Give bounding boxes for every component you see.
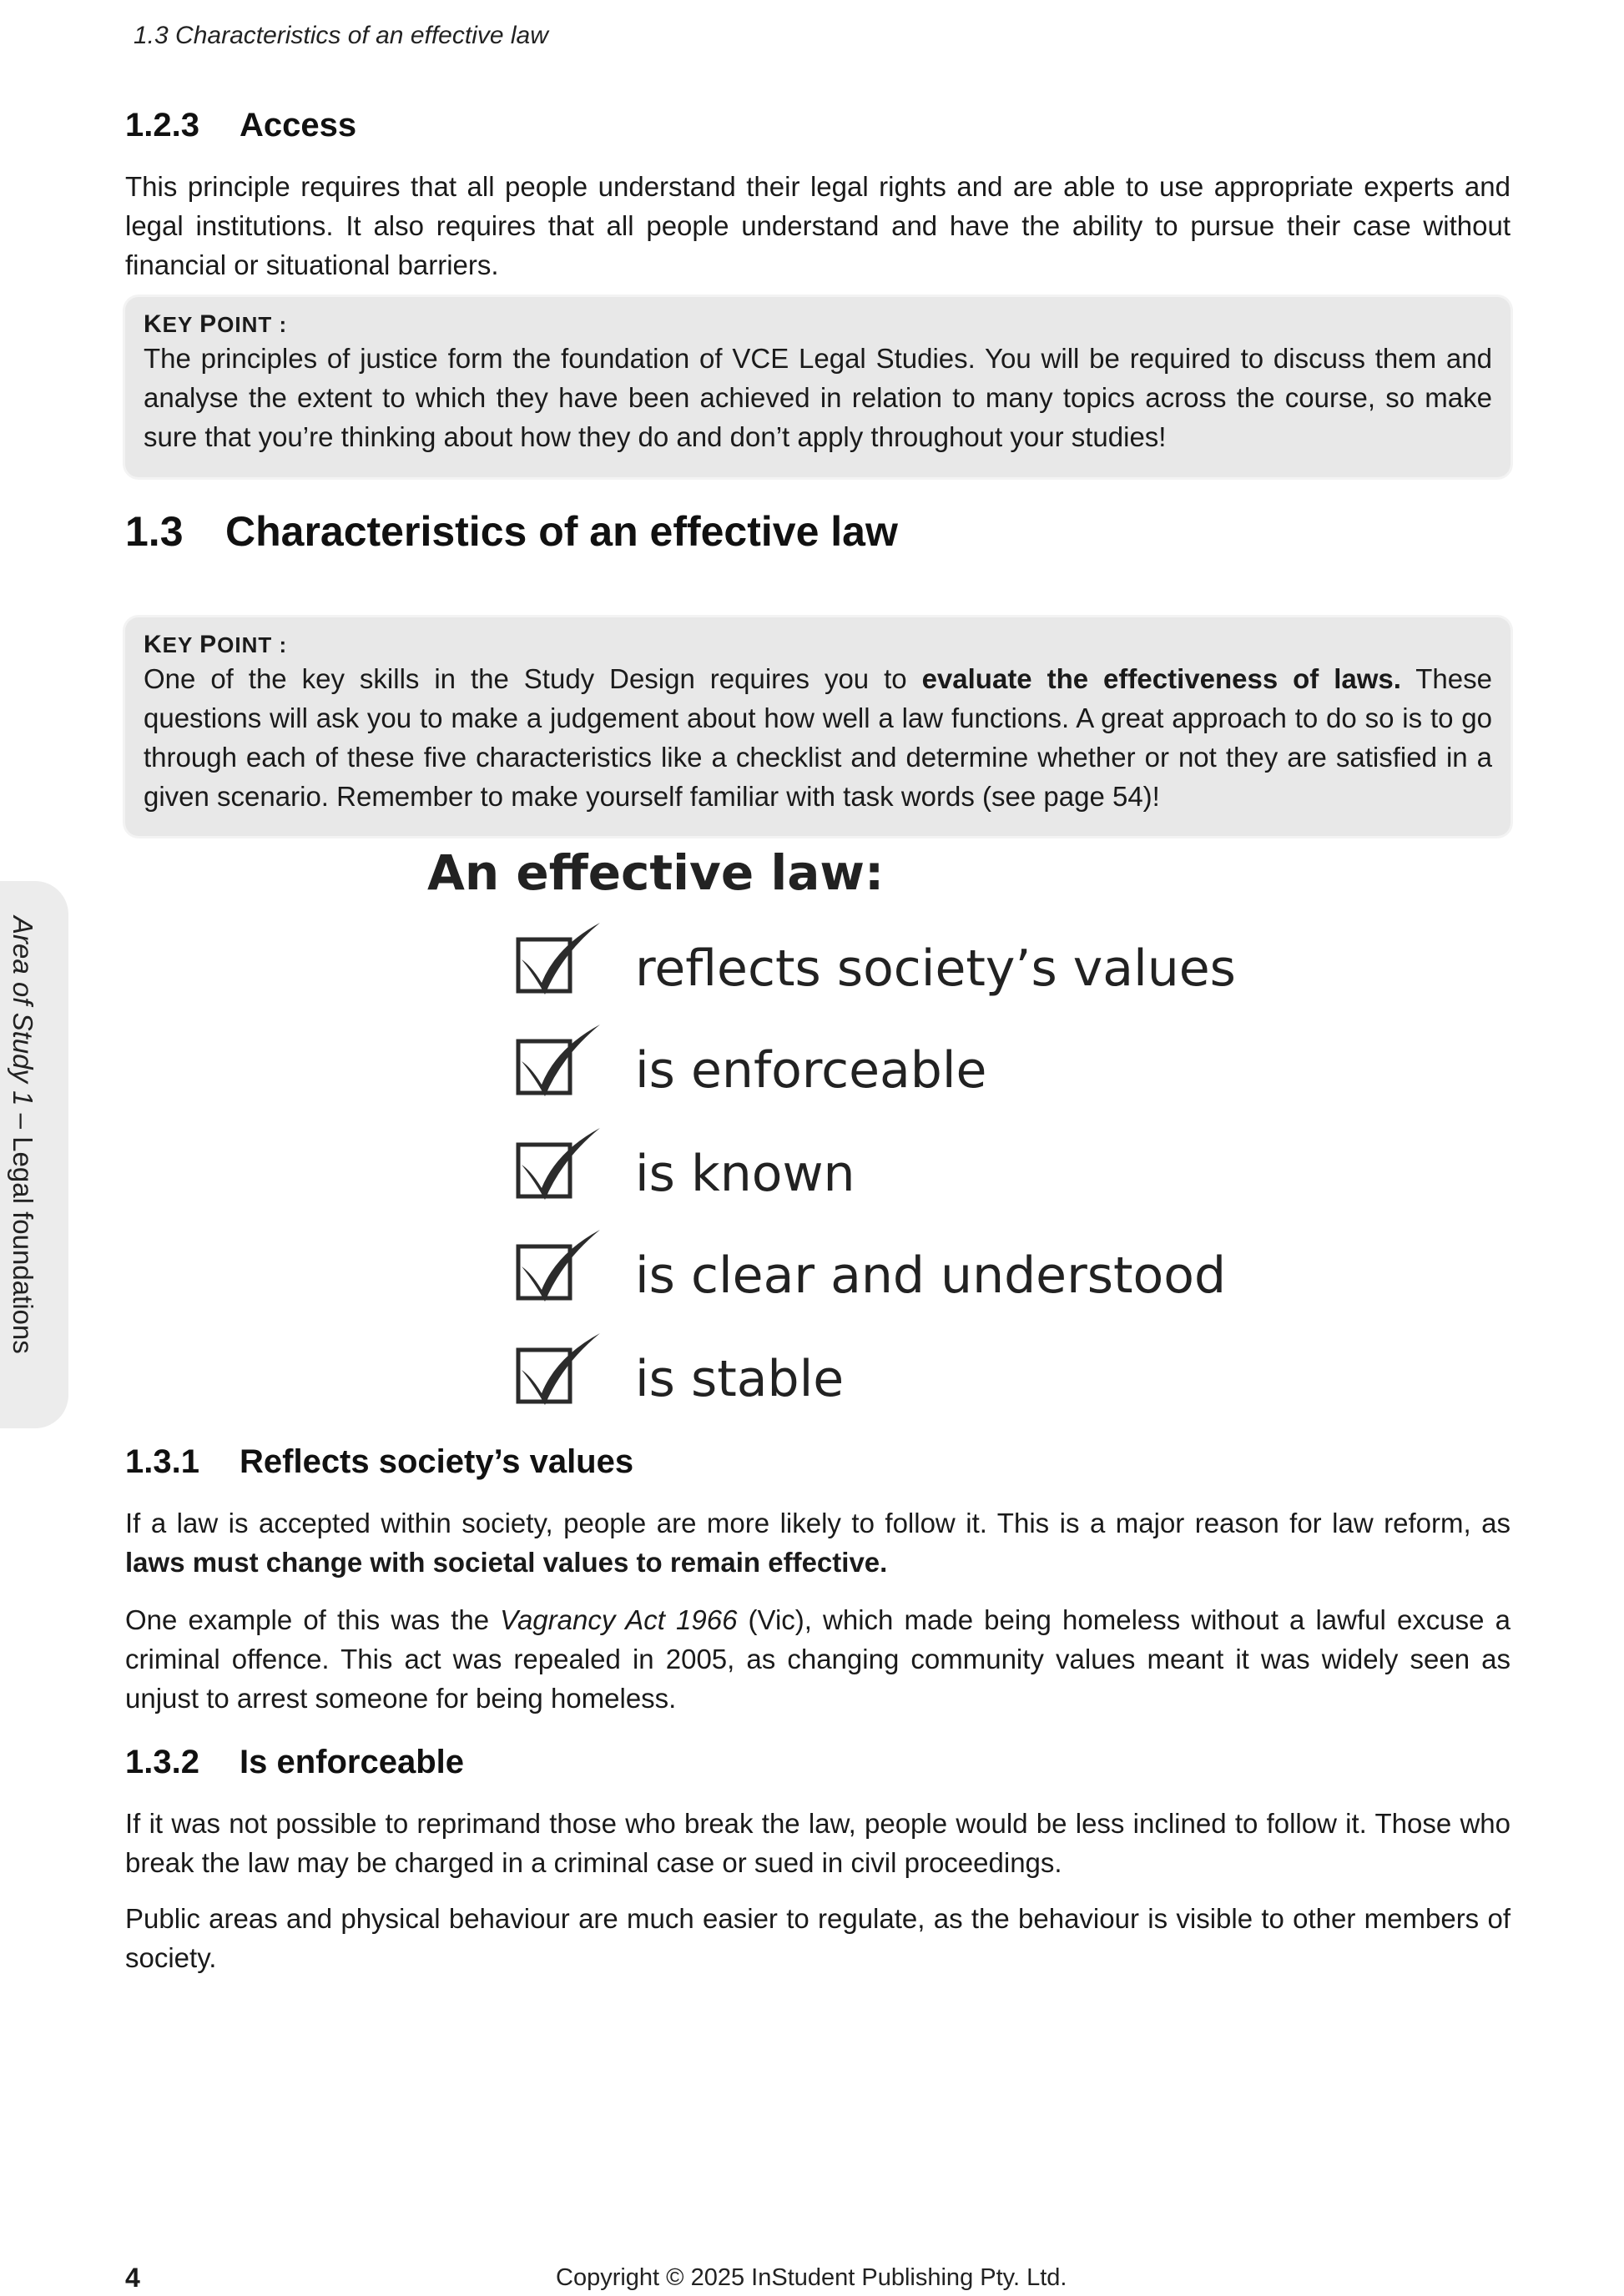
key-point-text: The principles of justice form the foundation of VCE Legal Studies. You will be required to discuss them and analyse the extent to which they have been achieved in relation to many topics across the course, so make sure that you’re thinking about how they do and don’t apply throughout your studies! (144, 343, 1492, 452)
checklist-title: An effective law: (427, 844, 885, 901)
enforceable-paragraph-2: Public areas and physical behaviour are much easier to regulate, as the behaviour is visible to other members of society. (125, 1903, 1511, 1973)
checklist-item (513, 1018, 1348, 1110)
heading-access (125, 107, 356, 144)
section-number: 1.3 (125, 508, 184, 555)
section-number: 1.2.3 (125, 107, 199, 144)
checklist-item (513, 1121, 1348, 1213)
key-point-box (125, 617, 1511, 836)
reflects-paragraph-2: One example of this was the Vagrancy Act 1966 (Vic), which made being homeless without a lawful excuse a criminal offence. This act was repealed in 2005, as changing community values meant it was widely seen as unjust to arrest someone for being homeless. (125, 1604, 1511, 1714)
section-number: 1.3.1 (125, 1443, 199, 1480)
checklist-item-text: reflects society’s values (635, 939, 1236, 998)
heading-characteristics (125, 507, 898, 556)
checklist-item-text: is stable (635, 1350, 845, 1408)
checked-box-icon (513, 1018, 613, 1110)
enforceable-paragraph-1: If it was not possible to reprimand those who break the law, people would be less inclined to follow it. Those who break the law may be charged in a criminal case or sued in civil proceedings. (125, 1808, 1511, 1878)
heading-enforceable (125, 1744, 464, 1781)
key-point-label: KEY POINT : (144, 310, 288, 338)
reflects-paragraph-1: If a law is accepted within society, people are more likely to follow it. This is a major reason for law reform, as laws must change with societal values to remain effective. (125, 1508, 1511, 1578)
running-head: 1.3 Characteristics of an effective law (134, 22, 548, 49)
checklist-item (513, 1223, 1348, 1315)
section-title: Is enforceable (240, 1744, 465, 1780)
section-number: 1.3.2 (125, 1744, 199, 1780)
section-title: Access (240, 107, 357, 144)
checklist-item-text: is known (635, 1145, 855, 1203)
key-point-box (125, 297, 1511, 477)
checklist-item (513, 916, 1348, 1008)
section-title: Reflects society’s values (240, 1443, 634, 1480)
heading-reflects-values (125, 1443, 633, 1481)
key-point-text: One of the key skills in the Study Design requires you to evaluate the effectiveness of laws. These questions will ask you to make a judgement about how well a law functions. A great approach to do so is to go through each of these five characteristics like a checklist and determine whether or not they are satisfied in a given scenario. Remember to make yourself familiar with task words (see page 54)! (144, 663, 1492, 812)
checked-box-icon (513, 1327, 613, 1418)
checked-box-icon (513, 1121, 613, 1213)
checklist-item-text: is enforceable (635, 1041, 987, 1100)
checklist-item-text: is clear and understood (635, 1246, 1227, 1305)
checklist-item (513, 1327, 1348, 1418)
checked-box-icon (513, 916, 613, 1008)
access-paragraph: This principle requires that all people understand their legal rights and are able to use appropriate experts and legal institutions. It also requires that all people understand and have the ability to pursue their case without financial or situational barriers. (125, 171, 1511, 280)
copyright-notice: Copyright © 2025 InStudent Publishing Pty. Ltd. (556, 2264, 1067, 2291)
section-title: Characteristics of an effective law (225, 508, 898, 555)
page-number: 4 (125, 2263, 140, 2293)
checked-box-icon (513, 1223, 613, 1315)
side-tab-label: Area of Study 1 – Legal foundations (8, 916, 38, 1354)
key-point-label: KEY POINT : (144, 631, 288, 658)
